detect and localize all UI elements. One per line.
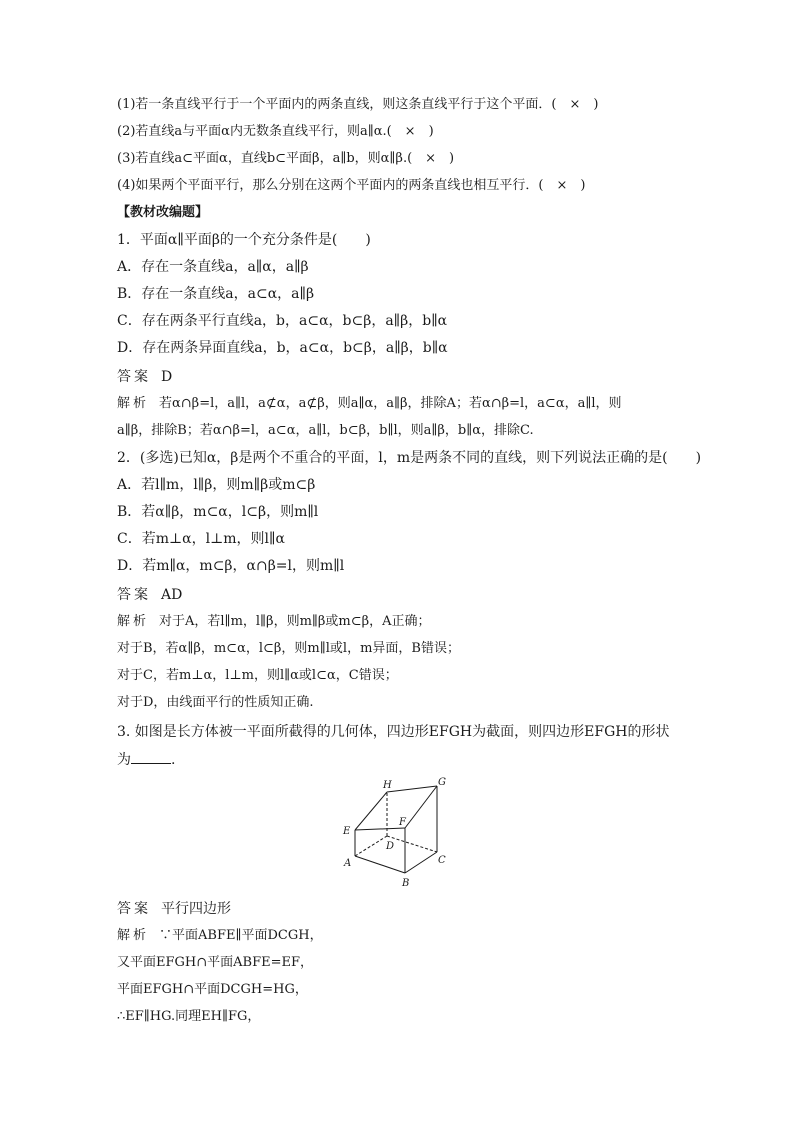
q3-analysis-2: 又平面EFGH∩平面ABFE=EF， (117, 955, 313, 970)
edge-bc (405, 852, 437, 873)
q2-answer (117, 586, 182, 604)
q1-option-c: C．存在两条平行直线a，b，a⊂α，b⊂β，a∥β，b∥α (117, 313, 448, 329)
edge-ef (355, 828, 405, 830)
label-f: F (399, 817, 406, 828)
q2-analysis-3: 对于C，若m⊥α，l⊥m，则l∥α或l⊂α，C错误； (117, 668, 398, 683)
label-b: B (402, 878, 410, 889)
edge-ad-hidden (355, 836, 387, 856)
judgment-4: (4)如果两个平面平行，那么分别在这两个平面内的两条直线也相互平行．( × ) (117, 178, 586, 193)
q3-answer-value: 平行四边形 (161, 901, 231, 917)
q2-analysis-text-1: 对于A，若l∥m，l∥β，则m∥β或m⊂β，A正确； (159, 614, 431, 629)
edge-dc-hidden (387, 836, 437, 852)
q2-option-b: B．若α∥β，m⊂α，l⊂β，则m∥l (117, 504, 319, 520)
answer-blank (131, 750, 171, 764)
q2-option-c: C．若m⊥α，l⊥m，则l∥α (117, 531, 285, 547)
q1-option-d: D．存在两条异面直线a，b，a⊂α，b⊂β，a∥β，b∥α (117, 340, 448, 356)
label-a: A (344, 858, 352, 869)
q2-answer-value: AD (161, 587, 183, 603)
q1-option-a: A．存在一条直线a，a∥α，a∥β (117, 259, 309, 275)
answer-label: 答案 (117, 587, 151, 603)
q2-analysis-4: 对于D，由线面平行的性质知正确. (117, 695, 314, 710)
q3-stem: 3. 如图是长方体被一平面所截得的几何体，四边形EFGH为截面，则四边形EFGH的形状 (117, 724, 670, 740)
label-d: D (386, 841, 395, 852)
q1-stem: 1．平面α∥平面β的一个充分条件是( ) (117, 232, 371, 248)
edge-fg (405, 786, 437, 828)
q3-analysis-1 (117, 927, 323, 945)
q1-analysis-1 (117, 395, 622, 413)
q2-analysis-2: 对于B，若α∥β，m⊂α，l⊂β，则m∥l或l，m异面，B错误； (117, 641, 460, 656)
q1-answer-value: D (161, 369, 173, 385)
label-h: H (383, 780, 392, 791)
q3-stem-tail-text: 为 (117, 752, 131, 768)
edge-ab (355, 856, 405, 873)
q3-analysis-text-1: ∵平面ABFE∥平面DCGH， (159, 928, 323, 943)
edge-hg (387, 786, 437, 792)
section-title: 【教材改编题】 (117, 205, 209, 220)
q3-stem-end: . (171, 752, 176, 768)
q1-option-b: B．存在一条直线a，a⊂α，a∥β (117, 286, 315, 302)
label-c: C (438, 855, 446, 866)
edge-eh (355, 792, 387, 830)
q3-analysis-3: 平面EFGH∩平面DCGH=HG， (117, 982, 308, 997)
q3-stem-tail (117, 750, 175, 769)
answer-label: 答案 (117, 901, 151, 917)
analysis-label: 解析 (117, 396, 150, 411)
label-g: G (438, 777, 446, 788)
judgment-3: (3)若直线a⊂平面α，直线b⊂平面β，a∥b，则α∥β.( × ) (117, 151, 455, 166)
geometry-figure (340, 772, 455, 892)
label-e: E (343, 826, 351, 837)
analysis-label: 解析 (117, 614, 150, 629)
judgment-2: (2)若直线a与平面α内无数条直线平行，则a∥α.( × ) (117, 124, 434, 139)
cuboid-section-diagram (340, 772, 455, 892)
q3-analysis-4: ∴EF∥HG.同理EH∥FG， (117, 1009, 261, 1024)
q3-answer (117, 900, 231, 918)
analysis-label: 解析 (117, 928, 150, 943)
answer-label: 答案 (117, 369, 151, 385)
q2-option-d: D．若m∥α，m⊂β，α∩β=l，则m∥l (117, 558, 345, 574)
judgment-1: (1)若一条直线平行于一个平面内的两条直线，则这条直线平行于这个平面．( × ) (117, 97, 599, 112)
q2-analysis-1 (117, 613, 431, 631)
q1-analysis-2: a∥β，排除B；若α∩β=l，a⊂α，a∥l，b⊂β，b∥l，则a∥β，b∥α，排除C. (117, 423, 534, 438)
q2-option-a: A．若l∥m，l∥β，则m∥β或m⊂β (117, 477, 316, 493)
q1-answer (117, 368, 172, 386)
q2-stem: 2．(多选)已知α，β是两个不重合的平面，l，m是两条不同的直线，则下列说法正确的是( ) (117, 450, 702, 466)
q1-analysis-text-1: 若α∩β=l，a∥l，a⊄α，a⊄β，则a∥α，a∥β，排除A；若α∩β=l，a⊂α，a∥l，则 (159, 396, 622, 411)
